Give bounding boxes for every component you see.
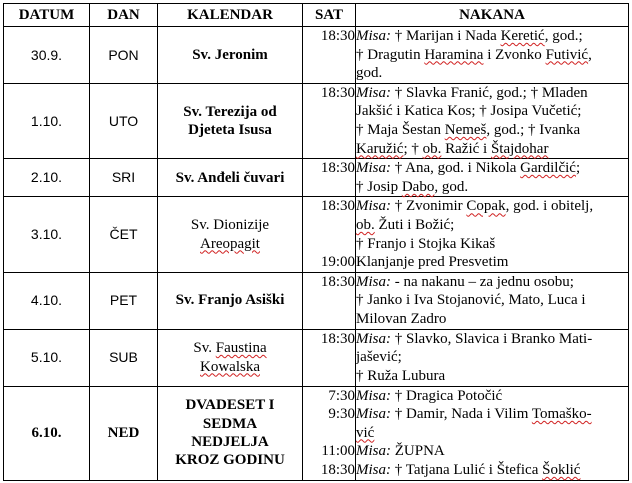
intention-cell [356,272,629,329]
text-segment: DVADESET I [185,397,275,414]
text-segment: † Maja Šestan [356,121,445,138]
text-segment: † Ruža Lubura [356,367,446,384]
text-segment: ; [575,160,581,177]
header-nakana: NAKANA [356,4,629,27]
text-segment: , god.; [544,28,583,44]
misa-label: Misa: [356,273,391,290]
text-segment: Sv. Franjo Asiški [175,292,285,309]
calendar-cell [158,197,303,272]
calendar-cell [158,386,303,480]
calendar-line [158,415,302,433]
spellcheck-word: ob. [422,140,442,157]
day-cell: PET [90,272,158,329]
misa-label: Misa: [356,84,391,101]
text-segment: Ražić i [441,140,491,157]
mass-schedule-table [3,3,629,481]
intention-line [356,102,628,121]
spellcheck-word: vić [356,424,375,441]
date-cell: 6.10. [4,386,90,480]
day-cell: UTO [90,83,158,158]
text-segment: i Zvonko [483,46,546,63]
spellcheck-word: Keretić [500,28,545,44]
intention-line [356,159,628,178]
calendar-line [158,216,302,234]
intention-cell [356,197,629,272]
day-cell: PON [90,27,158,84]
spellcheck-word: Areopagit [200,235,260,252]
time-value: 7:30 [328,387,355,404]
intention-line [356,197,628,216]
schedule-row [4,197,629,272]
calendar-line [158,358,302,376]
text-segment: † Damir, Nada i Vilim [391,406,532,423]
time-gap [303,235,355,254]
spellcheck-word: Haramina [424,46,484,63]
calendar-cell [158,159,303,197]
intention-line [356,348,628,367]
intention-line [356,27,628,46]
header-datum: DATUM [4,4,90,27]
intention-cell [356,27,629,84]
text-segment: Sv. Terezija od [183,103,277,120]
header-kalendar: KALENDAR [158,4,303,27]
time-cell [303,159,356,197]
intention-line [356,121,628,140]
misa-label: Misa: [356,461,391,478]
intention-line [356,461,628,480]
intention-line [356,367,628,386]
calendar-line [158,339,302,357]
text-segment: † Tatjana Lulić i Štefica [391,461,543,478]
spellcheck-word: Copak [466,198,506,215]
schedule-row [4,159,629,197]
time-value: 11:00 [321,443,355,460]
calendar-line [158,291,302,309]
misa-label: Misa: [356,330,391,347]
schedule-row [4,272,629,329]
time-cell [303,197,356,272]
text-segment: Sv. Jeronim [192,46,268,63]
time-value: 9:30 [328,406,355,423]
date-cell: 2.10. [4,159,90,197]
calendar-line [158,46,302,64]
text-segment: † Slavko, Slavica i Branko Mati- [391,330,593,347]
text-segment: god. [356,65,383,82]
calendar-cell [158,329,303,386]
text-segment: Sv. Anđeli čuvari [175,169,285,186]
day-cell: SUB [90,329,158,386]
calendar-cell [158,272,303,329]
date-cell: 5.10. [4,329,90,386]
day-cell: SRI [90,159,158,197]
intention-line [356,235,628,254]
header-dan: DAN [90,4,158,27]
day-cell: ČET [90,197,158,272]
text-segment: † Ana, god. i Nikola [391,160,521,177]
time-value: 18:30 [320,273,355,290]
text-segment: † Josip [356,178,402,195]
spellcheck-word: ob. [356,216,375,233]
intention-line [356,387,628,406]
text-segment: † Slavka Franić, god.; † Mladen [391,84,588,101]
text-segment: ŽUPNA [391,443,445,460]
text-segment: Djeteta Isusa [188,121,272,138]
intention-line [356,140,628,159]
text-segment: Milovan Zadro [356,310,447,327]
misa-label: Misa: [356,443,391,460]
spellcheck-word: Karužić [356,140,404,157]
spellcheck-word: Šoklić [542,461,581,478]
time-value: 18:30 [320,198,355,215]
header-row [4,4,629,27]
text-segment: Sv. [193,340,216,357]
time-value: 18:30 [320,84,355,101]
spellcheck-word: Dabo [401,178,435,195]
time-value: 18:30 [320,28,355,44]
spellcheck-word: Futivić [545,46,589,63]
date-cell: 3.10. [4,197,90,272]
intention-line [356,310,628,329]
intention-cell [356,83,629,158]
spellcheck-word: Faustina [215,340,267,357]
intention-line [356,442,628,461]
intention-line [356,405,628,424]
time-value: 19:00 [320,254,355,271]
text-segment: , [588,46,592,63]
calendar-line [158,396,302,414]
spellcheck-word: Štajdohar [490,140,549,157]
text-segment: † Janko i Iva Stojanović, Mato, Luca i [356,292,586,309]
date-cell: 30.9. [4,27,90,84]
text-segment: ; † [403,140,423,157]
text-segment: † Dragutin [356,46,425,63]
text-segment: † Zvonimir [391,198,467,215]
calendar-cell [158,27,303,84]
intention-line [356,424,628,443]
time-value: 18:30 [320,160,355,177]
text-segment: KROZ GODINU [175,452,285,469]
text-segment: NEDJELJA [191,434,269,450]
intention-line [356,64,628,83]
text-segment: Sv. Dionizije [190,217,270,234]
time-cell [303,272,356,329]
intention-cell [356,386,629,480]
text-segment: Klanjanje pred Presvetim [356,254,509,271]
intention-line [356,216,628,235]
intention-line [356,46,628,65]
text-segment: , god. i obitelj, [505,198,594,215]
intention-line [356,253,628,272]
header-sat: SAT [303,4,356,27]
text-segment: Jakšić i Katica Kos; † Josipa Vučetić; [356,103,582,120]
misa-label: Misa: [356,160,391,177]
text-segment: Žuti i Božić; [374,216,455,233]
schedule-row [4,386,629,480]
text-segment: , god. [434,178,469,195]
intention-line [356,291,628,310]
text-segment: , god.; † Ivanka [486,121,581,138]
intention-line [356,273,628,292]
text-segment: † Franjo i Stojka Kikaš [356,235,496,252]
schedule-row [4,329,629,386]
calendar-cell [158,83,303,158]
text-segment: † Dragica Potočić [391,387,503,404]
day-cell: NED [90,386,158,480]
intention-cell [356,329,629,386]
schedule-row [4,83,629,158]
spellcheck-word: Gardilčić [520,160,576,177]
time-value: 18:30 [320,461,355,478]
time-cell [303,329,356,386]
calendar-line [158,433,302,451]
date-cell: 1.10. [4,83,90,158]
intention-line [356,84,628,103]
misa-label: Misa: [356,406,391,423]
intention-line [356,330,628,349]
misa-label: Misa: [356,198,391,215]
schedule-row [4,27,629,84]
date-cell: 4.10. [4,272,90,329]
intention-line [356,178,628,197]
text-segment: † Marijan i Nada [391,28,501,44]
intention-cell [356,159,629,197]
time-cell [303,27,356,84]
text-segment: jašević; [356,349,402,366]
time-cell [303,83,356,158]
calendar-line [158,121,302,139]
time-cell [303,386,356,480]
misa-label: Misa: [356,387,391,404]
spellcheck-word: Tomaško- [531,406,592,423]
time-gap [303,216,355,235]
calendar-line [158,169,302,187]
calendar-line [158,103,302,121]
text-segment: - na nakanu – za jednu osobu; [391,273,574,290]
spellcheck-word: Kowalska [200,358,260,375]
spellcheck-word: Nemeš [444,121,487,138]
calendar-line [158,451,302,469]
text-segment: SEDMA [202,415,258,432]
time-value: 18:30 [320,330,355,347]
misa-label: Misa: [356,28,391,44]
calendar-line [158,235,302,253]
time-gap [303,424,355,443]
